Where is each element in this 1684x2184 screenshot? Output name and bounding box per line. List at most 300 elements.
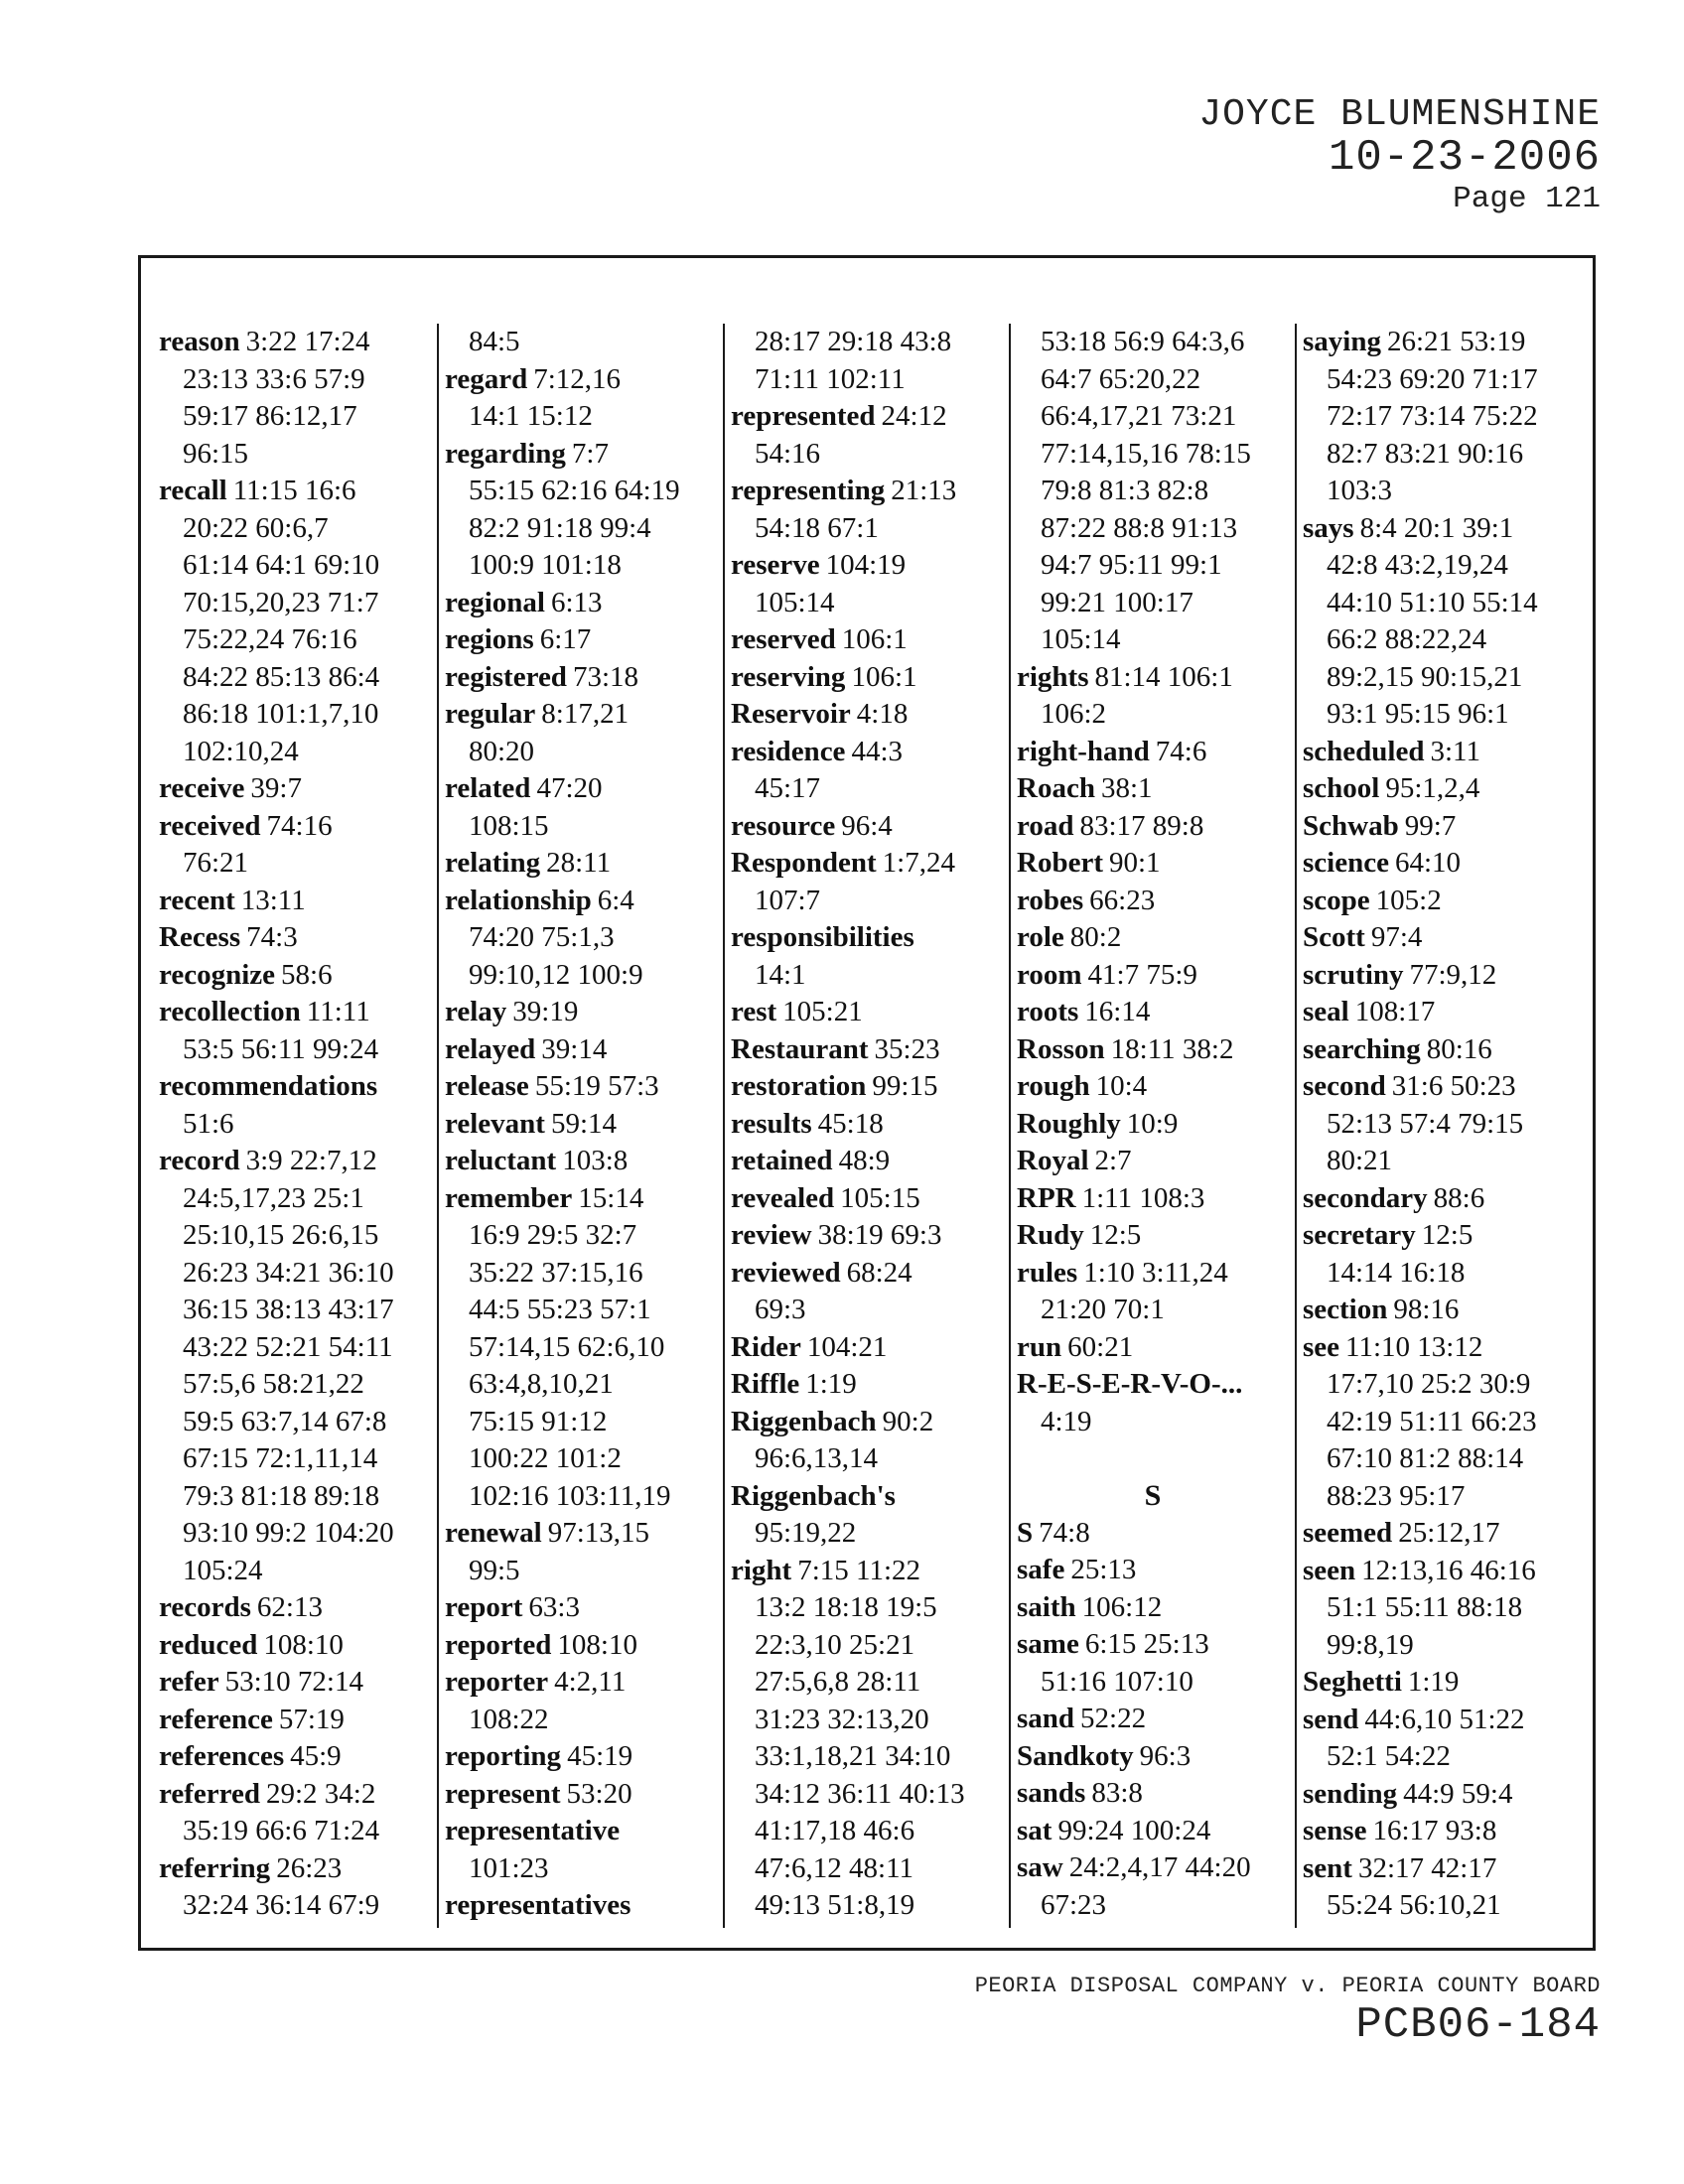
- page-line-refs: 106:12: [1081, 1590, 1163, 1623]
- index-term: reported: [445, 1628, 552, 1661]
- index-term: received: [159, 809, 261, 842]
- page-line-refs: 75:22,24 76:16: [183, 623, 357, 655]
- index-term: rules: [1017, 1256, 1078, 1289]
- index-entry: [445, 1515, 717, 1589]
- index-term: Riggenbach: [731, 1405, 877, 1437]
- page-line-refs: 13:2 18:18 19:5: [755, 1591, 937, 1623]
- index-entry: [159, 1738, 431, 1776]
- index-entry: [445, 621, 717, 659]
- index-entry: [731, 1106, 1003, 1144]
- page-line-refs: 93:10 99:2 104:20: [183, 1517, 394, 1549]
- page-line-refs: 32:24 36:14 67:9: [183, 1889, 380, 1921]
- index-entry: [159, 770, 431, 808]
- index-term: represented: [731, 400, 876, 432]
- page-line-refs: 96:6,13,14: [755, 1442, 879, 1474]
- index-entry: [1017, 770, 1289, 808]
- page-line-refs: 11:10 13:12: [1345, 1330, 1483, 1363]
- page-line-refs: 67:15 72:1,11,14: [183, 1442, 378, 1474]
- index-entry: [445, 324, 717, 361]
- index-entry: [1303, 1329, 1575, 1516]
- index-entry: [159, 808, 431, 883]
- index-term: relay: [445, 996, 507, 1027]
- index-term: regular: [445, 698, 536, 730]
- page-number: Page 121: [1453, 182, 1601, 217]
- page-line-refs: 32:17 42:17: [1357, 1851, 1497, 1884]
- index-term: sand: [1017, 1703, 1075, 1734]
- page-line-refs: 63:4,8,10,21: [469, 1368, 614, 1400]
- page-line-refs: 74:16: [266, 809, 333, 842]
- index-entry: [1017, 994, 1289, 1031]
- page-line-refs: 45:17: [755, 772, 821, 804]
- index-term: reviewed: [731, 1256, 841, 1289]
- index-term: rest: [731, 996, 777, 1027]
- page-line-refs: 35:19 66:6 71:24: [183, 1815, 380, 1846]
- index-entry: [731, 1553, 1003, 1925]
- page-line-refs: 45:19: [567, 1740, 633, 1772]
- index-entry: [1017, 1180, 1289, 1218]
- index-term: retained: [731, 1145, 833, 1176]
- index-term: results: [731, 1107, 812, 1140]
- page-line-refs: 8:4 20:1 39:1: [1359, 511, 1514, 544]
- index-entry: [159, 1589, 431, 1627]
- index-term: report: [445, 1591, 523, 1623]
- index-entry: [731, 398, 1003, 473]
- index-term: recommendations: [159, 1070, 378, 1102]
- index-entry: [1303, 1702, 1575, 1776]
- page-line-refs: 10:9: [1126, 1107, 1179, 1140]
- index-entry: [159, 1068, 431, 1143]
- page-line-refs: 17:7,10 25:2 30:9: [1327, 1368, 1531, 1400]
- index-term: seen: [1303, 1554, 1356, 1586]
- index-entry: [1303, 1031, 1575, 1069]
- index-term: reporting: [445, 1740, 562, 1772]
- page-line-refs: 105:15: [840, 1181, 920, 1214]
- page-line-refs: 51:1 55:11 88:18: [1327, 1591, 1523, 1623]
- page-line-refs: 53:20: [566, 1777, 632, 1810]
- page-line-refs: 2:7: [1094, 1145, 1132, 1176]
- deposition-date: 10-23-2006: [1328, 132, 1601, 183]
- index-term: representing: [731, 475, 886, 506]
- page-line-refs: 75:15 91:12: [469, 1405, 608, 1437]
- page-line-refs: 4:18: [856, 698, 909, 730]
- index-entry: [731, 1217, 1003, 1255]
- page-line-refs: 80:21: [1327, 1145, 1393, 1176]
- page-line-refs: 1:11 108:3: [1081, 1181, 1205, 1214]
- index-term: related: [445, 772, 531, 804]
- index-term: Rosson: [1017, 1032, 1105, 1065]
- page-line-refs: 29:2 34:2: [265, 1777, 376, 1810]
- page-line-refs: 107:7: [755, 884, 821, 916]
- index-term: role: [1017, 921, 1064, 953]
- page-line-refs: 62:13: [256, 1591, 323, 1623]
- page-line-refs: 4:19: [1041, 1405, 1092, 1437]
- page-line-refs: 41:7 75:9: [1087, 958, 1197, 991]
- page-line-refs: 1:10 3:11,24: [1083, 1256, 1228, 1289]
- index-term: roots: [1017, 996, 1079, 1027]
- index-column: [1009, 324, 1295, 1928]
- page-line-refs: 99:21 100:17: [1041, 586, 1193, 618]
- page-line-refs: 73:18: [572, 660, 639, 693]
- index-entry: [1303, 510, 1575, 734]
- index-term: review: [731, 1219, 812, 1251]
- index-entry: [731, 1031, 1003, 1069]
- index-entry: [1303, 1850, 1575, 1925]
- page-line-refs: 67:10 81:2 88:14: [1327, 1442, 1524, 1474]
- index-entry: [731, 919, 1003, 994]
- index-entry: [445, 845, 717, 883]
- index-term: relationship: [445, 884, 592, 916]
- page-line-refs: 98:16: [1393, 1294, 1460, 1325]
- page-line-refs: 97:13,15: [547, 1517, 650, 1549]
- index-term: representatives: [445, 1889, 632, 1921]
- index-term: recognize: [159, 958, 276, 991]
- page-line-refs: 55:15 62:16 64:19: [469, 475, 680, 506]
- page-line-refs: 79:3 81:18 89:18: [183, 1479, 380, 1512]
- index-entry: [731, 1180, 1003, 1218]
- index-entry: [731, 734, 1003, 808]
- page-line-refs: 82:7 83:21 90:16: [1327, 437, 1524, 470]
- index-entry: [445, 659, 717, 697]
- index-entry: [445, 1664, 717, 1738]
- index-column: [1295, 324, 1581, 1928]
- page-line-refs: 44:9 59:4: [1403, 1777, 1513, 1810]
- page-line-refs: 84:22 85:13 86:4: [183, 660, 380, 693]
- page-line-refs: 84:5: [469, 326, 520, 357]
- page-line-refs: 34:12 36:11 40:13: [755, 1777, 965, 1810]
- index-entry: [731, 1404, 1003, 1478]
- page-line-refs: 24:5,17,23 25:1: [183, 1181, 364, 1214]
- index-term: saying: [1303, 326, 1381, 357]
- index-entry: [1017, 1626, 1289, 1701]
- page-line-refs: 6:4: [597, 884, 634, 916]
- page-line-refs: 51:6: [183, 1107, 234, 1140]
- index-entry: [1017, 1849, 1289, 1924]
- index-entry: [159, 473, 431, 770]
- index-term: remember: [445, 1181, 573, 1214]
- index-entry: [1017, 1068, 1289, 1106]
- index-column: [437, 324, 723, 1928]
- index-entry: [445, 696, 717, 770]
- page-line-refs: 7:12,16: [533, 362, 622, 395]
- index-term: seal: [1303, 996, 1349, 1027]
- page-line-refs: 54:18 67:1: [755, 511, 879, 544]
- page-line-refs: 61:14 64:1 69:10: [183, 549, 380, 581]
- index-entry: [1017, 1589, 1289, 1627]
- page-line-refs: 42:19 51:11 66:23: [1327, 1405, 1537, 1437]
- page-line-refs: 93:1 95:15 96:1: [1327, 698, 1509, 730]
- page-line-refs: 21:13: [891, 475, 957, 506]
- index-entry: [445, 1106, 717, 1144]
- page-line-refs: 108:22: [469, 1703, 549, 1735]
- page-line-refs: 10:4: [1095, 1070, 1148, 1102]
- index-term: representative: [445, 1815, 621, 1846]
- index-entry: [1303, 1515, 1575, 1553]
- page-line-refs: 104:19: [825, 549, 907, 581]
- index-term: Recess: [159, 921, 241, 953]
- index-term: reserve: [731, 549, 820, 581]
- page-line-refs: 35:22 37:15,16: [469, 1256, 643, 1289]
- page-line-refs: 99:7: [1404, 809, 1457, 842]
- index-entry: [731, 324, 1003, 398]
- index-term: saith: [1017, 1590, 1076, 1623]
- index-term: record: [159, 1145, 240, 1176]
- page-line-refs: 105:14: [755, 586, 835, 618]
- index-entry: [445, 883, 717, 995]
- index-entry: [1017, 1031, 1289, 1069]
- index-term: send: [1303, 1703, 1359, 1735]
- page-line-refs: 7:15 11:22: [797, 1554, 921, 1586]
- page-line-refs: 88:6: [1433, 1181, 1485, 1214]
- index-entry: [1017, 808, 1289, 846]
- index-entry: [159, 994, 431, 1068]
- page-line-refs: 41:17,18 46:6: [755, 1815, 915, 1846]
- page-line-refs: 74:8: [1039, 1516, 1090, 1549]
- page-line-refs: 68:24: [846, 1256, 912, 1289]
- page-line-refs: 52:1 54:22: [1327, 1740, 1451, 1772]
- index-term: regional: [445, 586, 545, 618]
- page-line-refs: 66:23: [1089, 884, 1156, 916]
- page-line-refs: 86:18 101:1,7,10: [183, 698, 379, 730]
- page-line-refs: 6:17: [539, 623, 592, 655]
- index-term: scrutiny: [1303, 958, 1404, 991]
- page-line-refs: 16:14: [1084, 996, 1151, 1027]
- index-entry: [1303, 845, 1575, 883]
- page-line-refs: 108:10: [557, 1628, 637, 1661]
- page-line-refs: 71:11 102:11: [755, 362, 906, 395]
- index-entry: [159, 919, 431, 957]
- page-line-refs: 53:5 56:11 99:24: [183, 1032, 379, 1065]
- index-term: recollection: [159, 996, 301, 1027]
- index-entry: [1017, 659, 1289, 734]
- index-entry: [731, 1329, 1003, 1367]
- page-line-refs: 59:14: [550, 1107, 617, 1140]
- index-entry: [1017, 1515, 1289, 1553]
- index-term: seemed: [1303, 1517, 1393, 1549]
- page-line-refs: 15:14: [578, 1181, 644, 1214]
- index-entry: [1303, 1664, 1575, 1702]
- page-line-refs: 14:1: [755, 958, 806, 991]
- index-entry: [731, 1068, 1003, 1106]
- page-line-refs: 12:13,16 46:16: [1361, 1554, 1536, 1586]
- page-line-refs: 26:21 53:19: [1386, 326, 1526, 357]
- index-term: receive: [159, 772, 245, 804]
- index-term: recall: [159, 475, 227, 506]
- index-entry: [159, 1143, 431, 1589]
- page-line-refs: 39:19: [512, 996, 579, 1027]
- page-line-refs: 14:14 16:18: [1327, 1256, 1466, 1289]
- page-line-refs: 103:3: [1327, 475, 1393, 506]
- deponent-name: JOYCE BLUMENSHINE: [1198, 93, 1601, 136]
- page-line-refs: 104:21: [806, 1330, 888, 1363]
- page-line-refs: 1:19: [1407, 1666, 1460, 1698]
- page-line-refs: 39:7: [250, 772, 302, 804]
- page-line-refs: 44:3: [851, 735, 903, 767]
- page-line-refs: 12:5: [1089, 1219, 1142, 1251]
- index-entry: [445, 1143, 717, 1180]
- index-term: Rider: [731, 1330, 801, 1363]
- index-term: Seghetti: [1303, 1666, 1402, 1698]
- page-line-refs: 59:17 86:12,17: [183, 400, 357, 432]
- index-term: relating: [445, 847, 541, 879]
- index-term: school: [1303, 772, 1380, 804]
- page-line-refs: 80:16: [1426, 1032, 1492, 1065]
- page-line-refs: 45:9: [290, 1740, 342, 1772]
- page-line-refs: 55:19 57:3: [534, 1070, 659, 1102]
- page-line-refs: 96:3: [1139, 1739, 1192, 1772]
- page-line-refs: 3:9 22:7,12: [245, 1145, 377, 1176]
- page-line-refs: 25:10,15 26:6,15: [183, 1219, 379, 1251]
- index-term: run: [1017, 1330, 1062, 1363]
- index-entry: [1017, 883, 1289, 920]
- page-line-refs: 4:2,11: [554, 1666, 627, 1698]
- page-line-refs: 21:20 70:1: [1041, 1294, 1165, 1325]
- index-term: safe: [1017, 1554, 1065, 1585]
- index-term: renewal: [445, 1517, 542, 1549]
- page-line-refs: 3:11: [1430, 735, 1480, 767]
- page-line-refs: 57:5,6 58:21,22: [183, 1368, 364, 1400]
- index-entry: [1303, 324, 1575, 510]
- index-entry: [731, 845, 1003, 919]
- index-entry: [1017, 1813, 1289, 1850]
- index-entry: [731, 696, 1003, 734]
- page-line-refs: 44:10 51:10 55:14: [1327, 586, 1538, 618]
- page-line-refs: 28:11: [546, 847, 612, 879]
- index-term: rough: [1017, 1070, 1090, 1102]
- page-line-refs: 47:6,12 48:11: [755, 1851, 914, 1884]
- index-term: Scott: [1303, 921, 1365, 953]
- case-number: PCB06-184: [1355, 2000, 1601, 2051]
- page-line-refs: 70:15,20,23 71:7: [183, 586, 379, 618]
- page-line-refs: 83:8: [1091, 1777, 1143, 1809]
- page-line-refs: 6:15 25:13: [1084, 1628, 1209, 1660]
- page-line-refs: 108:17: [1354, 996, 1436, 1027]
- index-term: sending: [1303, 1777, 1398, 1810]
- page-line-refs: 89:2,15 90:15,21: [1327, 660, 1523, 693]
- index-entry: [1303, 1292, 1575, 1329]
- index-term: Roach: [1017, 772, 1095, 804]
- page-line-refs: 64:10: [1394, 847, 1462, 879]
- index-term: sands: [1017, 1777, 1086, 1809]
- index-entry: [731, 547, 1003, 621]
- page-line-refs: 96:4: [841, 809, 893, 842]
- index-entry: [1303, 1217, 1575, 1292]
- index-entry: [445, 1627, 717, 1665]
- index-term: regard: [445, 362, 528, 395]
- index-term: Rudy: [1017, 1219, 1084, 1251]
- index-entry: [731, 1255, 1003, 1329]
- page-line-refs: 105:14: [1041, 623, 1121, 655]
- index-term: Reservoir: [731, 698, 851, 730]
- index-entry: [731, 1143, 1003, 1180]
- index-term: saw: [1017, 1851, 1063, 1883]
- page-line-refs: 45:18: [817, 1107, 884, 1140]
- index-entry: [1017, 845, 1289, 883]
- index-term: regions: [445, 623, 534, 655]
- page-line-refs: 74:6: [1155, 735, 1207, 767]
- index-term: sent: [1303, 1851, 1352, 1884]
- index-term: right-hand: [1017, 735, 1150, 767]
- index-term: room: [1017, 958, 1082, 991]
- index-term: Royal: [1017, 1145, 1089, 1176]
- page-line-refs: 106:1: [841, 623, 908, 655]
- page-line-refs: 100:9 101:18: [469, 549, 622, 581]
- index-entry: [731, 473, 1003, 547]
- index-term: regarding: [445, 437, 566, 470]
- page-line-refs: 99:8,19: [1327, 1628, 1414, 1661]
- page-line-refs: 20:22 60:6,7: [183, 511, 329, 544]
- page-line-refs: 108:15: [469, 809, 549, 842]
- index-entry: [1303, 957, 1575, 995]
- index-entry: [445, 1887, 717, 1925]
- index-term: see: [1303, 1330, 1340, 1363]
- page-line-refs: 26:23 34:21 36:10: [183, 1256, 394, 1289]
- index-entry: [1017, 734, 1289, 771]
- page-line-refs: 25:13: [1070, 1554, 1137, 1585]
- index-entry: [445, 1813, 717, 1887]
- index-term: relevant: [445, 1107, 545, 1140]
- index-term: Schwab: [1303, 809, 1399, 842]
- page-line-refs: 53:10 72:14: [224, 1666, 363, 1698]
- index-term: Respondent: [731, 847, 877, 879]
- index-column: [153, 324, 437, 1928]
- index-entry: [159, 1627, 431, 1665]
- page-line-refs: 79:8 81:3 82:8: [1041, 475, 1209, 506]
- index-term: Restaurant: [731, 1032, 869, 1065]
- page-line-refs: 36:15 38:13 43:17: [183, 1294, 394, 1325]
- index-term: RPR: [1017, 1181, 1076, 1214]
- index-box: [138, 255, 1596, 1951]
- index-term: referred: [159, 1777, 260, 1810]
- index-term: Robert: [1017, 847, 1103, 879]
- index-entry: [1017, 324, 1289, 659]
- index-term: relayed: [445, 1032, 536, 1065]
- index-entry: [1017, 1255, 1289, 1329]
- index-term: reluctant: [445, 1145, 557, 1176]
- page-line-refs: 80:20: [469, 735, 535, 767]
- page-line-refs: 52:22: [1080, 1703, 1147, 1734]
- page-line-refs: 44:6,10 51:22: [1364, 1703, 1525, 1735]
- index-term: reduced: [159, 1628, 258, 1661]
- page-line-refs: 83:17 89:8: [1079, 809, 1204, 842]
- page-line-refs: 44:5 55:23 57:1: [469, 1294, 651, 1325]
- index-term: Roughly: [1017, 1107, 1121, 1140]
- page-line-refs: 74:3: [246, 921, 298, 953]
- page-line-refs: 25:12,17: [1398, 1517, 1500, 1549]
- page-line-refs: 51:16 107:10: [1041, 1665, 1193, 1698]
- page-line-refs: 82:2 91:18 99:4: [469, 511, 651, 544]
- page-line-refs: 26:23: [276, 1851, 343, 1884]
- page-line-refs: 108:10: [263, 1628, 344, 1661]
- page-line-refs: 99:15: [872, 1070, 938, 1102]
- index-entry: [1303, 1813, 1575, 1850]
- page-line-refs: 52:13 57:4 79:15: [1327, 1107, 1524, 1140]
- index-term: reason: [159, 326, 240, 357]
- index-term: sense: [1303, 1815, 1367, 1846]
- index-entry: [731, 1478, 1003, 1553]
- index-term: represent: [445, 1777, 561, 1810]
- page-line-refs: 54:16: [755, 437, 821, 470]
- page-line-refs: 11:15 16:6: [232, 475, 356, 506]
- index-entry: [731, 994, 1003, 1031]
- index-term: right: [731, 1554, 792, 1586]
- index-entry: [731, 808, 1003, 846]
- index-entry: [1303, 770, 1575, 808]
- index-entry: [445, 436, 717, 585]
- page-line-refs: 106:1: [851, 660, 917, 693]
- page-line-refs: 48:9: [838, 1145, 891, 1176]
- page-line-refs: 22:3,10 25:21: [755, 1628, 915, 1661]
- index-term: secondary: [1303, 1181, 1428, 1214]
